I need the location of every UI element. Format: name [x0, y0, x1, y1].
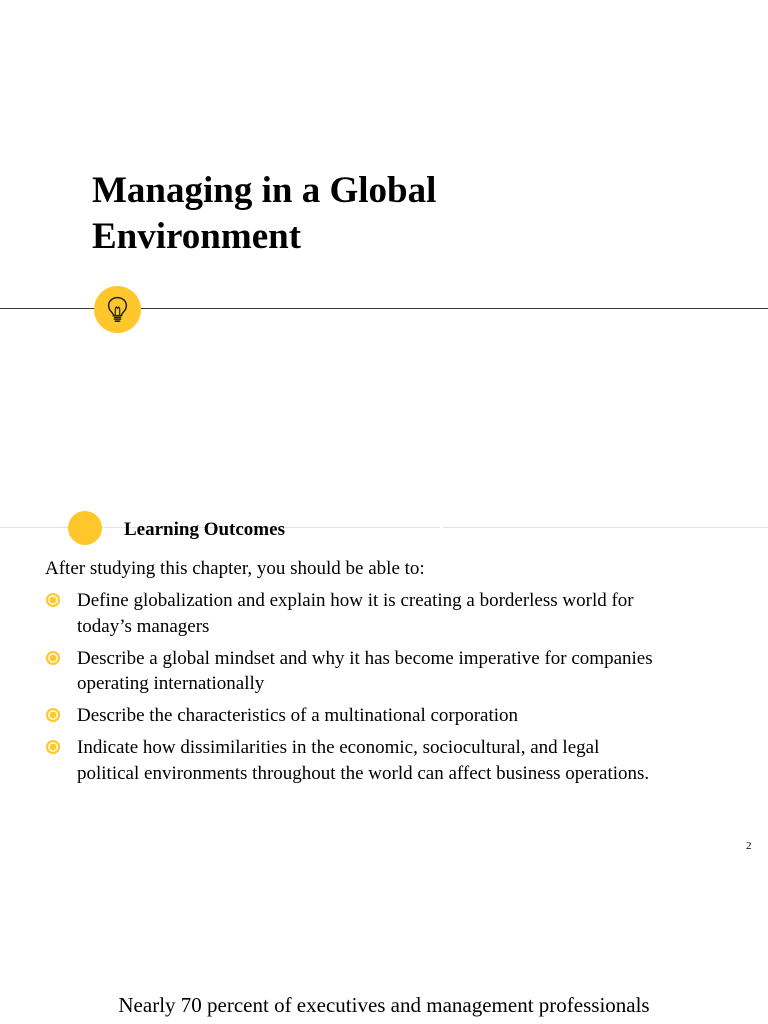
bullet-icon	[46, 593, 60, 607]
outcome-line: Define globalization and explain how it is creating a borderless world for	[77, 590, 634, 611]
outcome-line: Indicate how dissimilarities in the economic, sociocultural, and legal	[77, 737, 600, 758]
list-item	[45, 703, 745, 729]
slide-title	[92, 168, 612, 260]
bullet-icon	[46, 740, 60, 754]
bullet-icon	[46, 708, 60, 722]
body-paragraph: Nearly 70 percent of executives and management professionals	[118, 993, 650, 1017]
learning-outcomes-list	[45, 588, 745, 793]
lightbulb-icon	[105, 296, 130, 323]
learning-outcomes-heading: Learning Outcomes	[124, 519, 285, 540]
page-number: 2	[746, 840, 752, 852]
intro-text: After studying this chapter, you should be able to:	[45, 558, 425, 579]
section-divider-right	[443, 527, 768, 528]
list-item	[45, 588, 745, 639]
outcome-line: operating internationally	[77, 673, 265, 694]
outcome-line: Describe the characteristics of a multinational corporation	[77, 705, 519, 726]
section-marker-dot	[68, 511, 102, 545]
slide-title-line-1: Managing in a Global	[92, 170, 437, 211]
bullet-icon	[46, 651, 60, 665]
outcome-line: Describe a global mindset and why it has become imperative for companies	[77, 647, 653, 669]
outcome-line: today’s managers	[77, 615, 210, 637]
list-item	[45, 735, 745, 786]
lightbulb-badge	[94, 286, 141, 333]
outcome-line: political environments throughout the world can affect business operations.	[77, 762, 650, 784]
list-item	[45, 646, 745, 697]
slide-title-line-2: Environment	[92, 216, 302, 257]
